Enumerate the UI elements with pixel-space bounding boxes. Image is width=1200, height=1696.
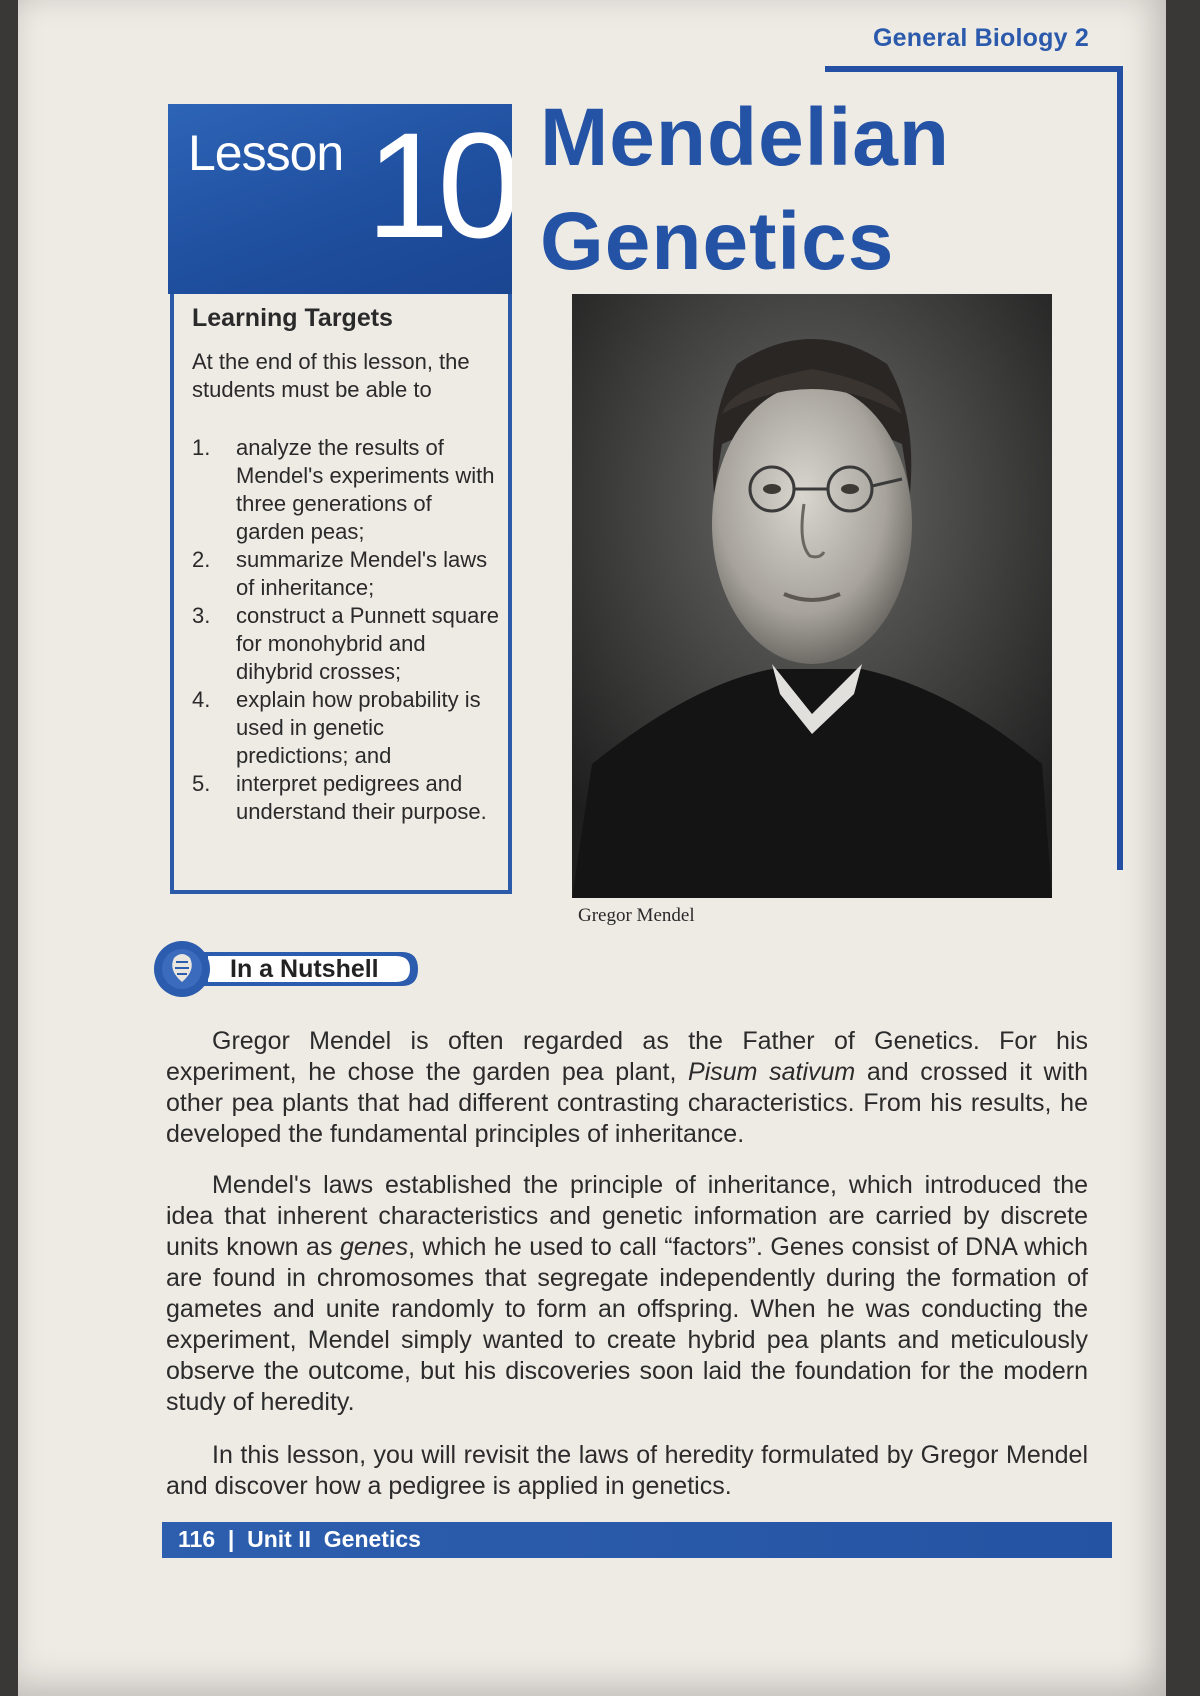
unit-label: Unit II Genetics xyxy=(247,1526,421,1552)
term-genes: genes xyxy=(339,1233,409,1261)
paragraph-1-text-a: Gregor Mendel is often regarded as the Father of Genetics. For his experiment, he chose the garden pea plant, xyxy=(166,1027,1088,1086)
learning-target-item xyxy=(192,434,502,546)
footer-text xyxy=(178,1526,421,1553)
lesson-title-line-2: Genetics xyxy=(540,196,895,287)
portrait-illustration xyxy=(572,294,1052,898)
figure-caption: Gregor Mendel xyxy=(578,905,695,926)
section-label: In a Nutshell xyxy=(230,955,379,983)
learning-target-number: 3. xyxy=(192,603,211,628)
lesson-number: 10 xyxy=(366,104,509,269)
textbook-page xyxy=(18,0,1166,1696)
learning-target-number: 5. xyxy=(192,771,211,796)
learning-target-number: 1. xyxy=(192,435,211,460)
decorative-frame-top xyxy=(825,66,1123,72)
footer-separator: | xyxy=(227,1526,235,1552)
decorative-frame-right xyxy=(1117,66,1123,870)
paragraph-2-text-b: , which he used to call “factors”. Genes consist of DNA which are found in chromosomes that segregate independently during the formation of gametes and unite randomly to form an offspring. When he was conducting the experiment, Mendel simply wanted to create hybrid pea plants and meticulously observe the outcome, but his discoveries soon laid the foundation for the modern study of heredity. xyxy=(166,1233,1088,1416)
learning-targets-box xyxy=(170,294,512,894)
learning-target-item xyxy=(192,602,502,686)
lesson-label: Lesson xyxy=(188,125,344,181)
learning-targets-intro: At the end of this lesson, the students must be able to xyxy=(192,349,470,402)
species-name: Pisum sativum xyxy=(688,1058,856,1086)
portrait-photo xyxy=(572,294,1052,898)
learning-targets-heading: Learning Targets xyxy=(192,304,393,332)
learning-target-item xyxy=(192,686,502,770)
paragraph-2-text-a: Mendel's laws established the principle of inheritance, which introduced the idea that inherent characteristics and genetic information are carried by discrete units known as xyxy=(166,1171,1088,1261)
paragraph-2 xyxy=(166,1170,1088,1418)
learning-targets-list xyxy=(192,434,502,826)
learning-target-item xyxy=(192,546,502,602)
lesson-title xyxy=(540,86,950,294)
learning-target-text: explain how probability is used in genetic predictions; and xyxy=(236,687,481,768)
learning-target-text: interpret pedigrees and understand their purpose. xyxy=(236,771,487,824)
lesson-title-line-1: Mendelian xyxy=(540,92,950,183)
paragraph-1 xyxy=(166,1026,1088,1150)
page-number: 116 xyxy=(178,1526,216,1552)
learning-target-text: construct a Punnett square for monohybrid and dihybrid crosses; xyxy=(236,603,499,684)
learning-target-item xyxy=(192,770,502,826)
paragraph-3: In this lesson, you will revisit the laws of heredity formulated by Gregor Mendel and discover how a pedigree is applied in genetics. xyxy=(166,1441,1088,1500)
learning-target-text: summarize Mendel's laws of inheritance; xyxy=(236,547,488,600)
running-header: General Biology 2 xyxy=(873,24,1089,52)
page-footer xyxy=(162,1522,1112,1558)
paragraph-1-text-b: and crossed it with other pea plants that had different contrasting characteristics. From his results, he developed the fundamental principles of inheritance. xyxy=(166,1058,1088,1148)
learning-target-text: analyze the results of Mendel's experiments with three generations of garden peas; xyxy=(236,435,495,544)
learning-target-number: 4. xyxy=(192,687,211,712)
learning-target-number: 2. xyxy=(192,547,211,572)
lesson-banner xyxy=(168,104,512,294)
